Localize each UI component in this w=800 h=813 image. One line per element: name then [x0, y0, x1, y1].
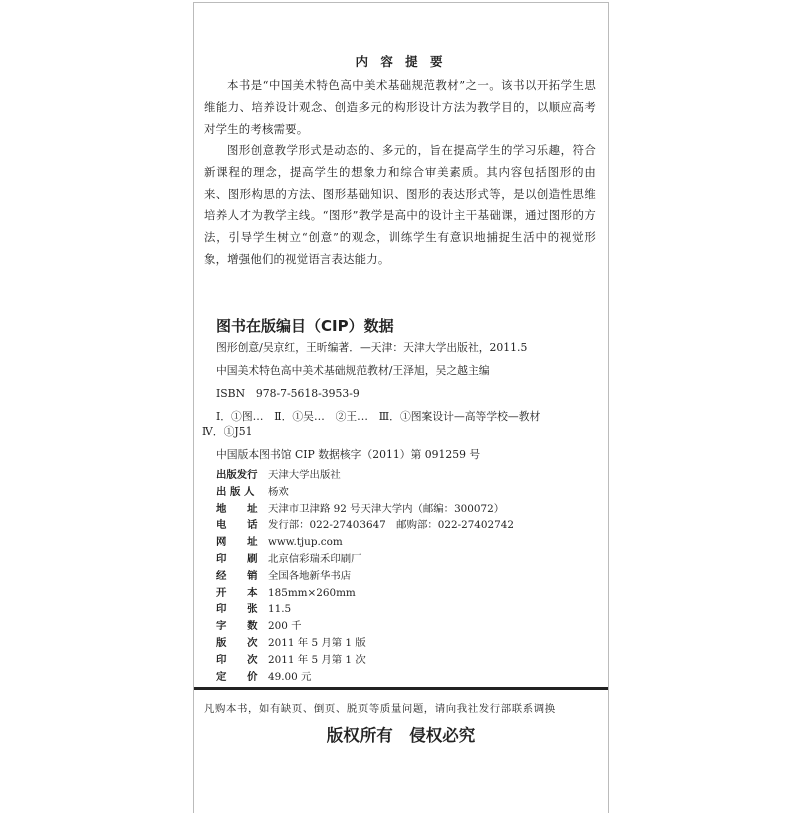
cip-title: 图书在版编目（CIP）数据 [216, 317, 394, 335]
info-value: www.tjup.com [268, 536, 343, 549]
info-label: 开 本 [216, 586, 258, 599]
cip-isbn: ISBN 978-7-5618-3953-9 [216, 387, 360, 400]
info-label: 地 址 [216, 502, 258, 515]
info-row [216, 668, 311, 683]
info-row [216, 550, 362, 565]
info-label: 经 销 [216, 569, 258, 582]
info-row [216, 500, 504, 515]
info-label: 字 数 [216, 620, 258, 633]
cip-line: 中国美术特色高中美术基础规范教材/王泽旭，吴之越主编 [216, 364, 490, 377]
info-value: 北京信彩瑞禾印刷厂 [268, 553, 362, 565]
summary-paragraph-2: 图形创意教学形式是动态的、多元的，旨在提高学生的学习乐趣，符合新课程的理念，提高学生的想象力和综合审美素质。其内容包括图形的由来、图形构思的方法、图形基础知识、图形的表达形式等，是以创造性思维培养人才为教学主线。“图形”教学是高中的设计主干基础课，通过图形的方法，引导学生树立“创意”的观念，训练学生有意识地捕捉生活中的视觉形象，增强他们的视觉语言表达能力。 [204, 143, 596, 266]
info-row [216, 584, 356, 599]
summary-title: 内 容 提 要 [355, 54, 447, 69]
divider-rule [194, 687, 608, 690]
summary-paragraph-1: 本书是“中国美术特色高中美术基础规范教材”之一。该书以开拓学生思维能力、培养设计观念、创造多元的构形设计方法为教学目的，以顺应高考对学生的考核需要。 [204, 78, 596, 136]
info-row [216, 617, 302, 632]
info-value: 2011 年 5 月第 1 版 [268, 637, 366, 649]
info-row [216, 634, 366, 649]
info-label: 版 次 [216, 637, 258, 649]
info-value: 发行部：022-27403647 邮购部：022-27402742 [268, 519, 514, 532]
info-label: 出版发行 [216, 469, 258, 481]
cip-line: Ⅳ．①J51 [202, 425, 253, 438]
info-row [216, 600, 291, 615]
info-row [216, 516, 514, 531]
info-value: 天津市卫津路 92 号天津大学内（邮编：300072） [268, 502, 505, 515]
info-row [216, 651, 366, 666]
info-value: 全国各地新华书店 [268, 569, 352, 582]
book-page [193, 2, 609, 813]
info-label: 出 版 人 [216, 485, 255, 498]
info-value: 杨欢 [268, 485, 289, 498]
info-label: 网 址 [216, 536, 258, 549]
info-value: 天津大学出版社 [268, 469, 341, 481]
info-row [216, 466, 341, 481]
info-label: 印 次 [216, 653, 258, 666]
info-value: 200 千 [268, 620, 302, 633]
info-label: 电 话 [216, 519, 258, 532]
info-label: 印 张 [216, 603, 258, 616]
info-label: 定 价 [216, 670, 258, 683]
info-label: 印 刷 [216, 553, 258, 565]
quality-notice: 凡购本书，如有缺页、倒页、脱页等质量问题，请向我社发行部联系调换 [204, 703, 556, 715]
info-value: 11.5 [268, 603, 292, 616]
info-value: 49.00 元 [268, 670, 312, 683]
info-value: 185mm×260mm [268, 586, 356, 599]
copyright-statement: 版权所有 侵权必究 [326, 726, 476, 745]
cip-number: 中国版本图书馆 CIP 数据核字（2011）第 091259 号 [216, 448, 481, 461]
info-row [216, 567, 351, 582]
info-row [216, 533, 343, 548]
cip-line: Ⅰ．①图… Ⅱ．①吴… ②王… Ⅲ．①图案设计—高等学校—教材 [216, 410, 541, 423]
info-value: 2011 年 5 月第 1 次 [268, 653, 366, 666]
cip-line: 图形创意/吴京红，王昕编著．—天津：天津大学出版社，2011.5 [216, 341, 528, 354]
info-row [216, 483, 289, 498]
